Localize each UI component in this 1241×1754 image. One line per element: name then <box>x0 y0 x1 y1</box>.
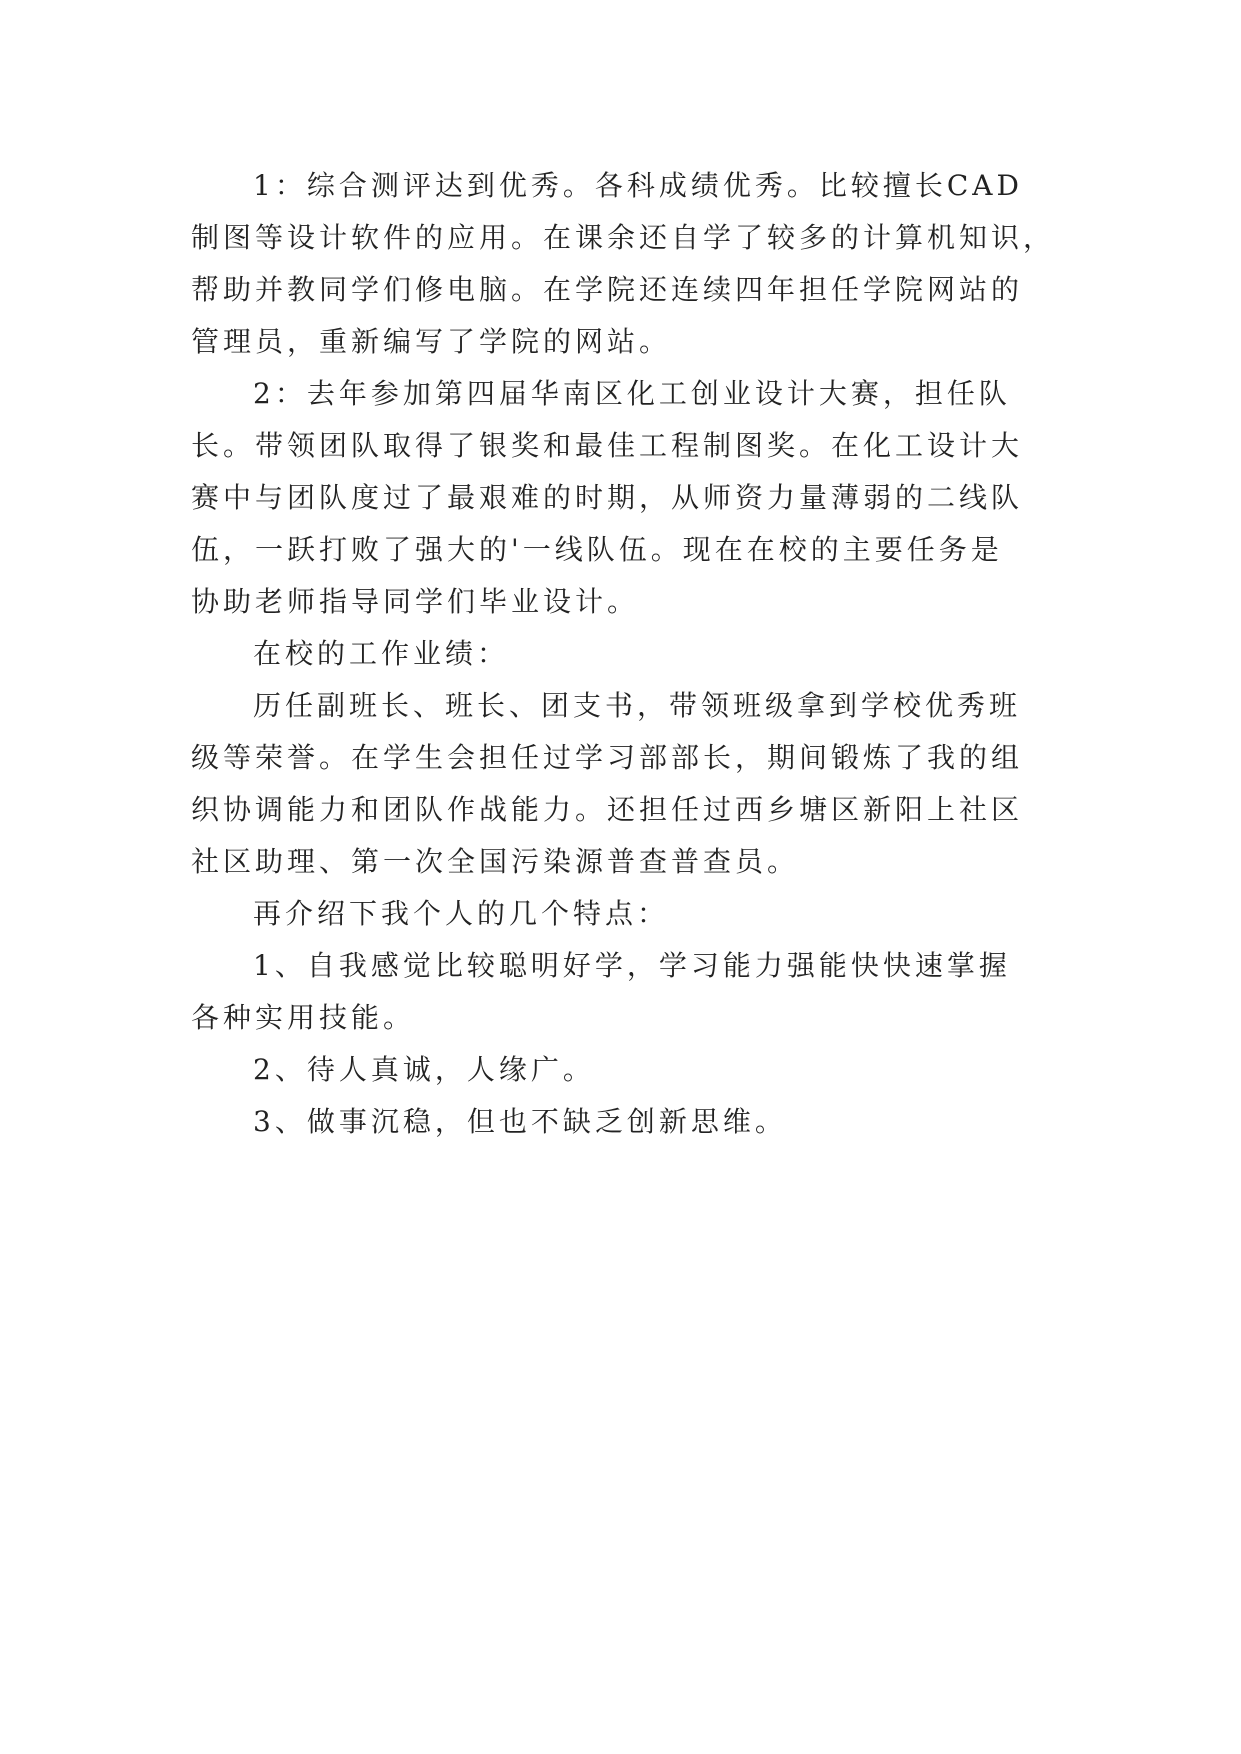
text-line: 制图等设计软件的应用。在课余还自学了较多的计算机知识， <box>191 221 1056 254</box>
text-line: 帮助并教同学们修电脑。在学院还连续四年担任学院网站的 <box>191 273 1024 306</box>
text-line: 管理员，重新编写了学院的网站。 <box>191 325 672 358</box>
text-line: 赛中与团队度过了最艰难的时期，从师资力量薄弱的二线队 <box>191 481 1024 514</box>
text-line: 历任副班长、班长、团支书，带领班级拿到学校优秀班 <box>253 689 1022 722</box>
list-item: 2、待人真诚，人缘广。 <box>253 1053 595 1086</box>
text-line: 协助老师指导同学们毕业设计。 <box>191 585 640 618</box>
text-line: 各种实用技能。 <box>191 1001 416 1034</box>
text-line: 伍，一跃打败了强大的'一线队伍。现在在校的主要任务是 <box>191 533 1003 566</box>
text-line: 2：去年参加第四届华南区化工创业设计大赛，担任队 <box>253 377 1011 410</box>
document-body <box>191 160 1061 1148</box>
text-line: 长。带领团队取得了银奖和最佳工程制图奖。在化工设计大 <box>191 429 1024 462</box>
text-line: 1：综合测评达到优秀。各科成绩优秀。比较擅长CAD <box>253 169 1023 202</box>
list-item: 1、自我感觉比较聪明好学，学习能力强能快快速掌握 <box>253 949 1011 982</box>
text-line: 织协调能力和团队作战能力。还担任过西乡塘区新阳上社区 <box>191 793 1024 826</box>
text-line: 级等荣誉。在学生会担任过学习部部长，期间锻炼了我的组 <box>191 741 1024 774</box>
section-heading: 在校的工作业绩： <box>253 637 510 670</box>
text-line: 社区助理、第一次全国污染源普查普查员。 <box>191 845 800 878</box>
list-item: 3、做事沉稳，但也不缺乏创新思维。 <box>253 1105 787 1138</box>
section-heading: 再介绍下我个人的几个特点： <box>253 897 670 930</box>
